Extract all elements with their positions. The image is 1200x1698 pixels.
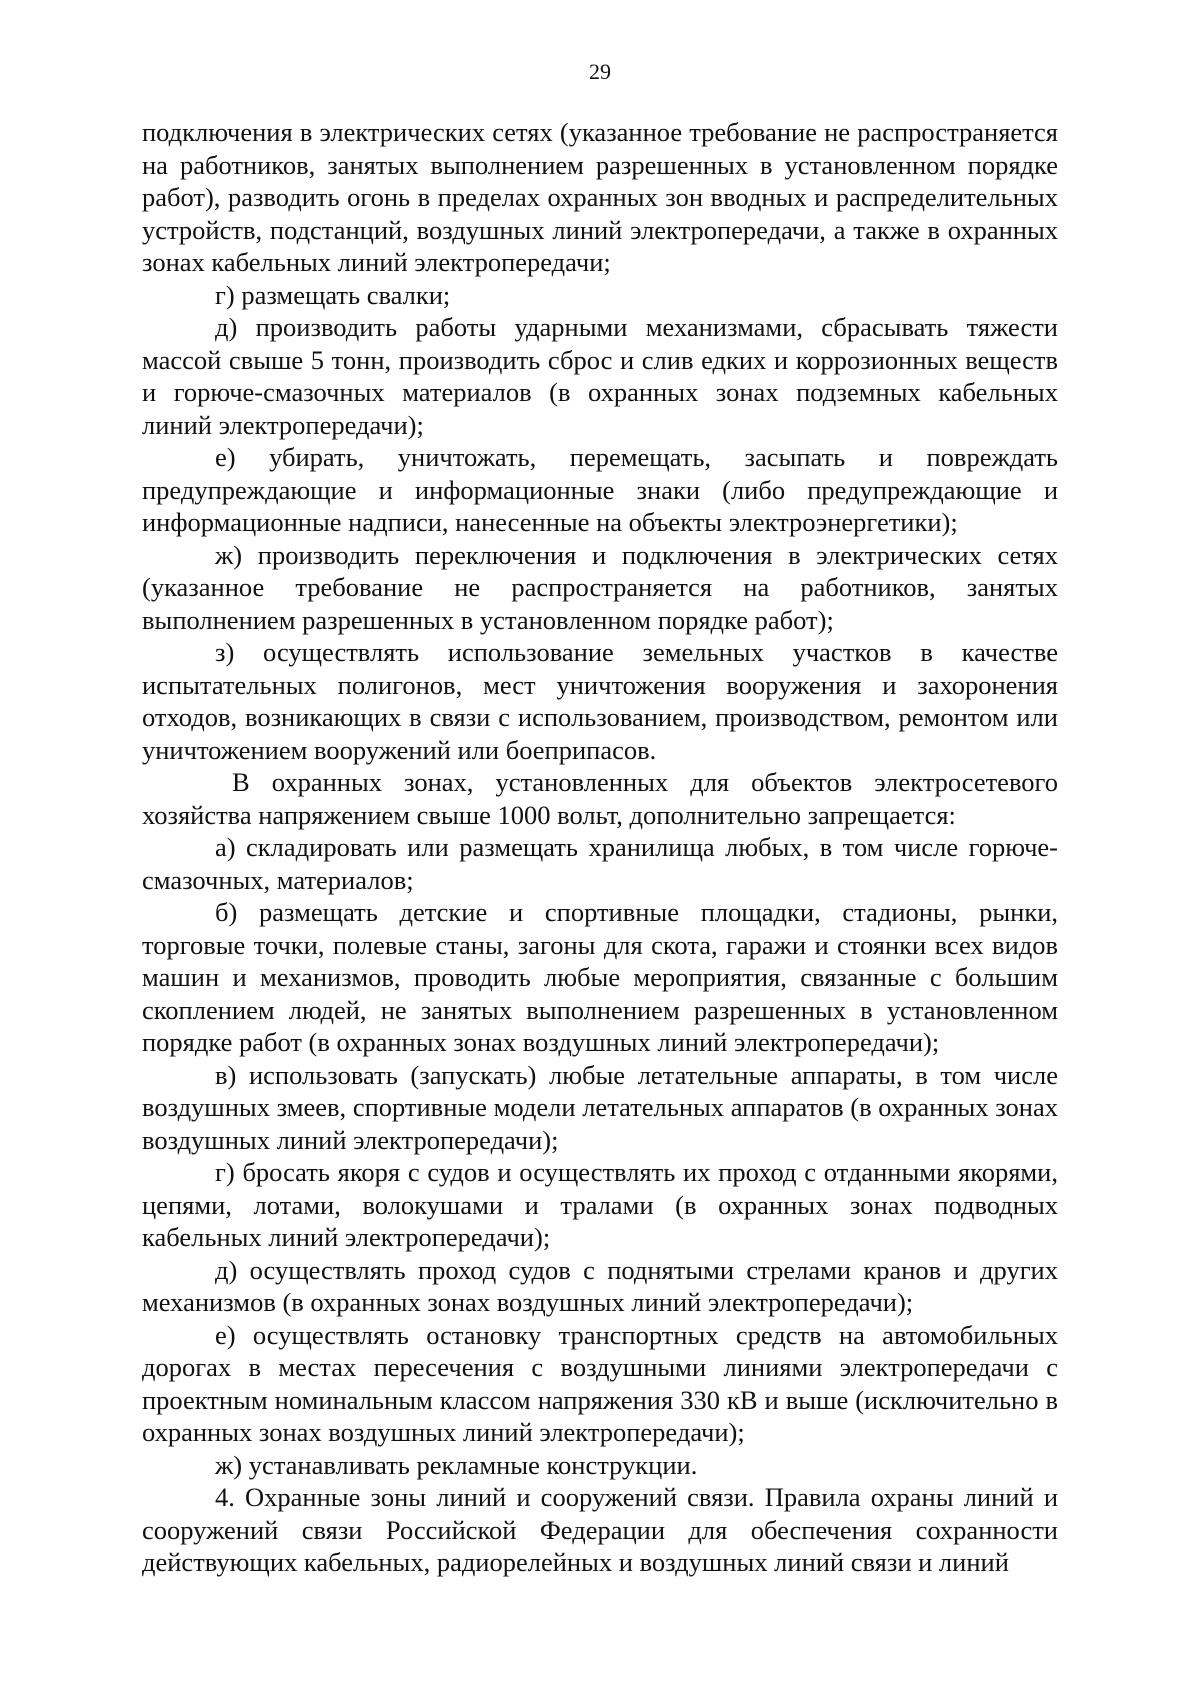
paragraph-additional-prohibitions: В охранных зонах, установленных для объектов электросетевого хозяйства напряжением свыше 1000 вольт, дополнительно запрещается: — [142, 767, 1058, 830]
list-item-a: а) складировать или размещать хранилища любых, в том числе горюче-смазочных, материалов; — [142, 832, 1058, 895]
list-item-zh: ж) производить переключения и подключения в электрических сетях (указанное требование не распространяется на работников, занятых выполнением разрешенных в установленном порядке работ); — [142, 539, 1058, 635]
list-item-b: б) размещать детские и спортивные площадки, стадионы, рынки, торговые точки, полевые станы, загоны для скота, гаражи и стоянки всех видов машин и механизмов, проводить любые мероприятия, связанные с большим скоплением людей, не занятых выполнением разрешенных в установленном порядке работ (в охранных зонах воздушных линий электропередачи); — [142, 897, 1058, 1057]
list-item-d: д) производить работы ударными механизмами, сбрасывать тяжести массой свыше 5 тонн, производить сброс и слив едких и коррозионных веществ и горюче-смазочных материалов (в охранных зонах подземных кабельных линий электропередачи); — [142, 312, 1058, 440]
paragraph-continuation: подключения в электрических сетях (указанное требование не распространяется на работников, занятых выполнением разрешенных в установленном порядке работ), разводить огонь в пределах охранных зон вводных и распределительных устройств, подстанций, воздушных линий электропередачи, а также в охранных зонах кабельных линий электропередачи; — [142, 117, 1058, 277]
list-item-g: г) размещать свалки; — [215, 279, 451, 310]
list-item-zh-2: ж) устанавливать рекламные конструкции. — [215, 1449, 698, 1480]
list-item-g-2: г) бросать якоря с судов и осуществлять их проход с отданными якорями, цепями, лотами, волокушами и тралами (в охранных зонах подводных кабельных линий электропередачи); — [142, 1157, 1058, 1252]
list-item-z: з) осуществлять использование земельных участков в качестве испытательных полигонов, мест уничтожения вооружения и захоронения отходов, возникающих в связи с использованием, производством, ремонтом или уничтожением вооружений или боеприпасов. — [142, 637, 1058, 765]
list-item-v: в) использовать (запускать) любые летательные аппараты, в том числе воздушных змеев, спортивные модели летательных аппаратов (в охранных зонах воздушных линий электропередачи); — [142, 1059, 1058, 1155]
list-item-d-2: д) осуществлять проход судов с поднятыми стрелами кранов и других механизмов (в охранных зонах воздушных линий электропередачи); — [142, 1254, 1058, 1317]
document-body — [142, 116, 1058, 1579]
section-4-paragraph: 4. Охранные зоны линий и сооружений связи. Правила охраны линий и сооружений связи Российской Федерации для обеспечения сохранности действующих кабельных, радиорелейных и воздушных линий связи и линий — [142, 1482, 1058, 1577]
list-item-e: е) убирать, уничтожать, перемещать, засыпать и повреждать предупреждающие и информационные знаки (либо предупреждающие и информационные надписи, нанесенные на объекты электроэнергетики); — [142, 442, 1058, 537]
list-item-e-2: е) осуществлять остановку транспортных средств на автомобильных дорогах в местах пересечения с воздушными линиями электропередачи с проектным номинальным классом напряжения 330 кВ и выше (исключительно в охранных зонах воздушных линий электропередачи); — [142, 1319, 1058, 1447]
page-number: 29 — [589, 59, 611, 84]
